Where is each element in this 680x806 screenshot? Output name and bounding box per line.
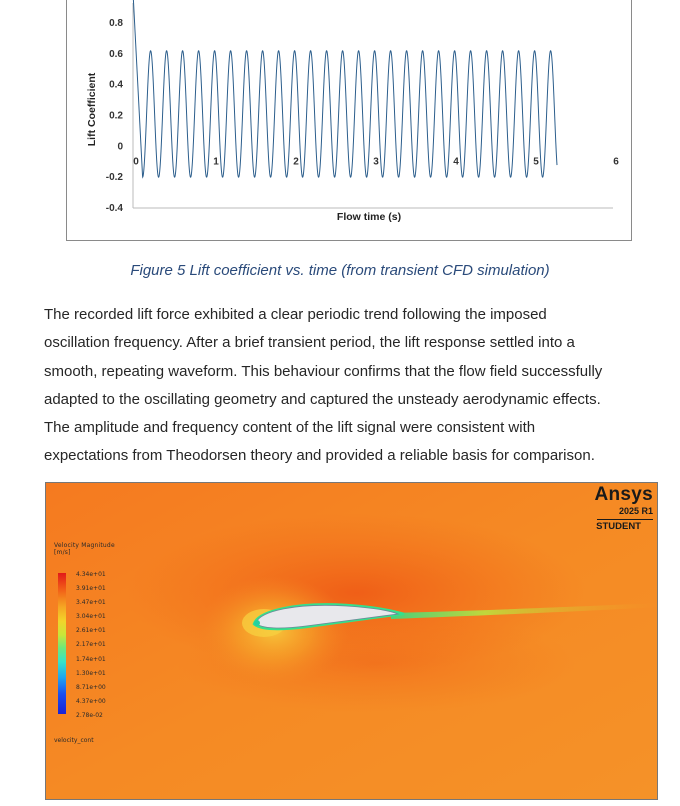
legend-title-quantity: Velocity Magnitude xyxy=(54,542,115,549)
figure-caption: Figure 5 Lift coefficient vs. time (from transient CFD simulation) xyxy=(130,262,550,279)
x-axis-label: Flow time (s) xyxy=(336,211,402,223)
y-tick-label: 0.4 xyxy=(109,79,123,91)
legend-label: 1.74e+01 xyxy=(76,655,106,663)
legend-label: 8.71e+00 xyxy=(76,683,106,691)
y-tick-label: 0.6 xyxy=(109,48,123,60)
lift-series-line xyxy=(133,0,557,177)
x-tick-label: 6 xyxy=(613,156,619,168)
ansys-release: 2025 R1 xyxy=(618,506,653,516)
color-legend-bar xyxy=(58,573,66,714)
x-tick-label: 1 xyxy=(213,156,219,168)
y-axis-label: Lift Coefficient xyxy=(86,72,98,147)
chart-canvas xyxy=(67,0,633,242)
legend-title-unit: [m/s] xyxy=(54,549,71,556)
legend-label: 2.78e-02 xyxy=(76,711,103,719)
ansys-logo xyxy=(594,485,653,534)
ansys-brand: Ansys xyxy=(594,484,653,505)
paragraph-line: expectations from Theodorsen theory and provided a reliable basis for comparison. xyxy=(44,447,595,465)
paragraph-line: smooth, repeating waveform. This behaviour confirms that the flow field successfully xyxy=(44,362,603,380)
legend-label: 3.47e+01 xyxy=(76,599,106,607)
lift-coefficient-chart xyxy=(66,0,632,241)
y-tick-label: 0.2 xyxy=(109,110,123,122)
paragraph-line: The amplitude and frequency content of the lift signal were consistent with xyxy=(44,419,536,437)
y-tick-label: -0.4 xyxy=(105,203,123,214)
y-tick-label: 0.8 xyxy=(109,18,123,29)
paragraph-line: oscillation frequency. After a brief transient period, the lift response settled into a xyxy=(44,334,575,352)
y-tick-label: -0.2 xyxy=(105,172,123,184)
paragraph-line: adapted to the oscillating geometry and captured the unsteady aerodynamic effects. xyxy=(44,390,601,408)
legend-label: 4.37e+00 xyxy=(76,697,106,705)
paragraph-line: The recorded lift force exhibited a clear periodic trend following the imposed xyxy=(44,306,547,323)
legend-label: 4.34e+01 xyxy=(76,571,106,578)
legend-label: 2.17e+01 xyxy=(76,641,106,649)
x-tick-label: 4 xyxy=(453,156,459,168)
legend-labels xyxy=(76,571,106,726)
body-paragraph xyxy=(44,301,656,471)
x-tick-label: 3 xyxy=(373,156,379,168)
velocity-contour-image xyxy=(45,482,658,800)
y-tick-label: 0 xyxy=(117,141,123,153)
legend-label: 3.04e+01 xyxy=(76,613,106,621)
ansys-edition: STUDENT xyxy=(596,521,641,532)
leading-edge-point xyxy=(254,620,260,626)
x-tick-label: 0 xyxy=(133,156,139,168)
legend-label: 1.30e+01 xyxy=(76,669,106,677)
legend-label: 2.61e+01 xyxy=(76,627,106,635)
x-tick-label: 2 xyxy=(293,156,299,168)
legend-label: 3.91e+01 xyxy=(76,585,106,593)
legend-title xyxy=(54,542,115,556)
contour-name: velocity_cont xyxy=(54,737,94,744)
contour-plot xyxy=(46,483,658,800)
x-tick-label: 5 xyxy=(533,156,539,168)
